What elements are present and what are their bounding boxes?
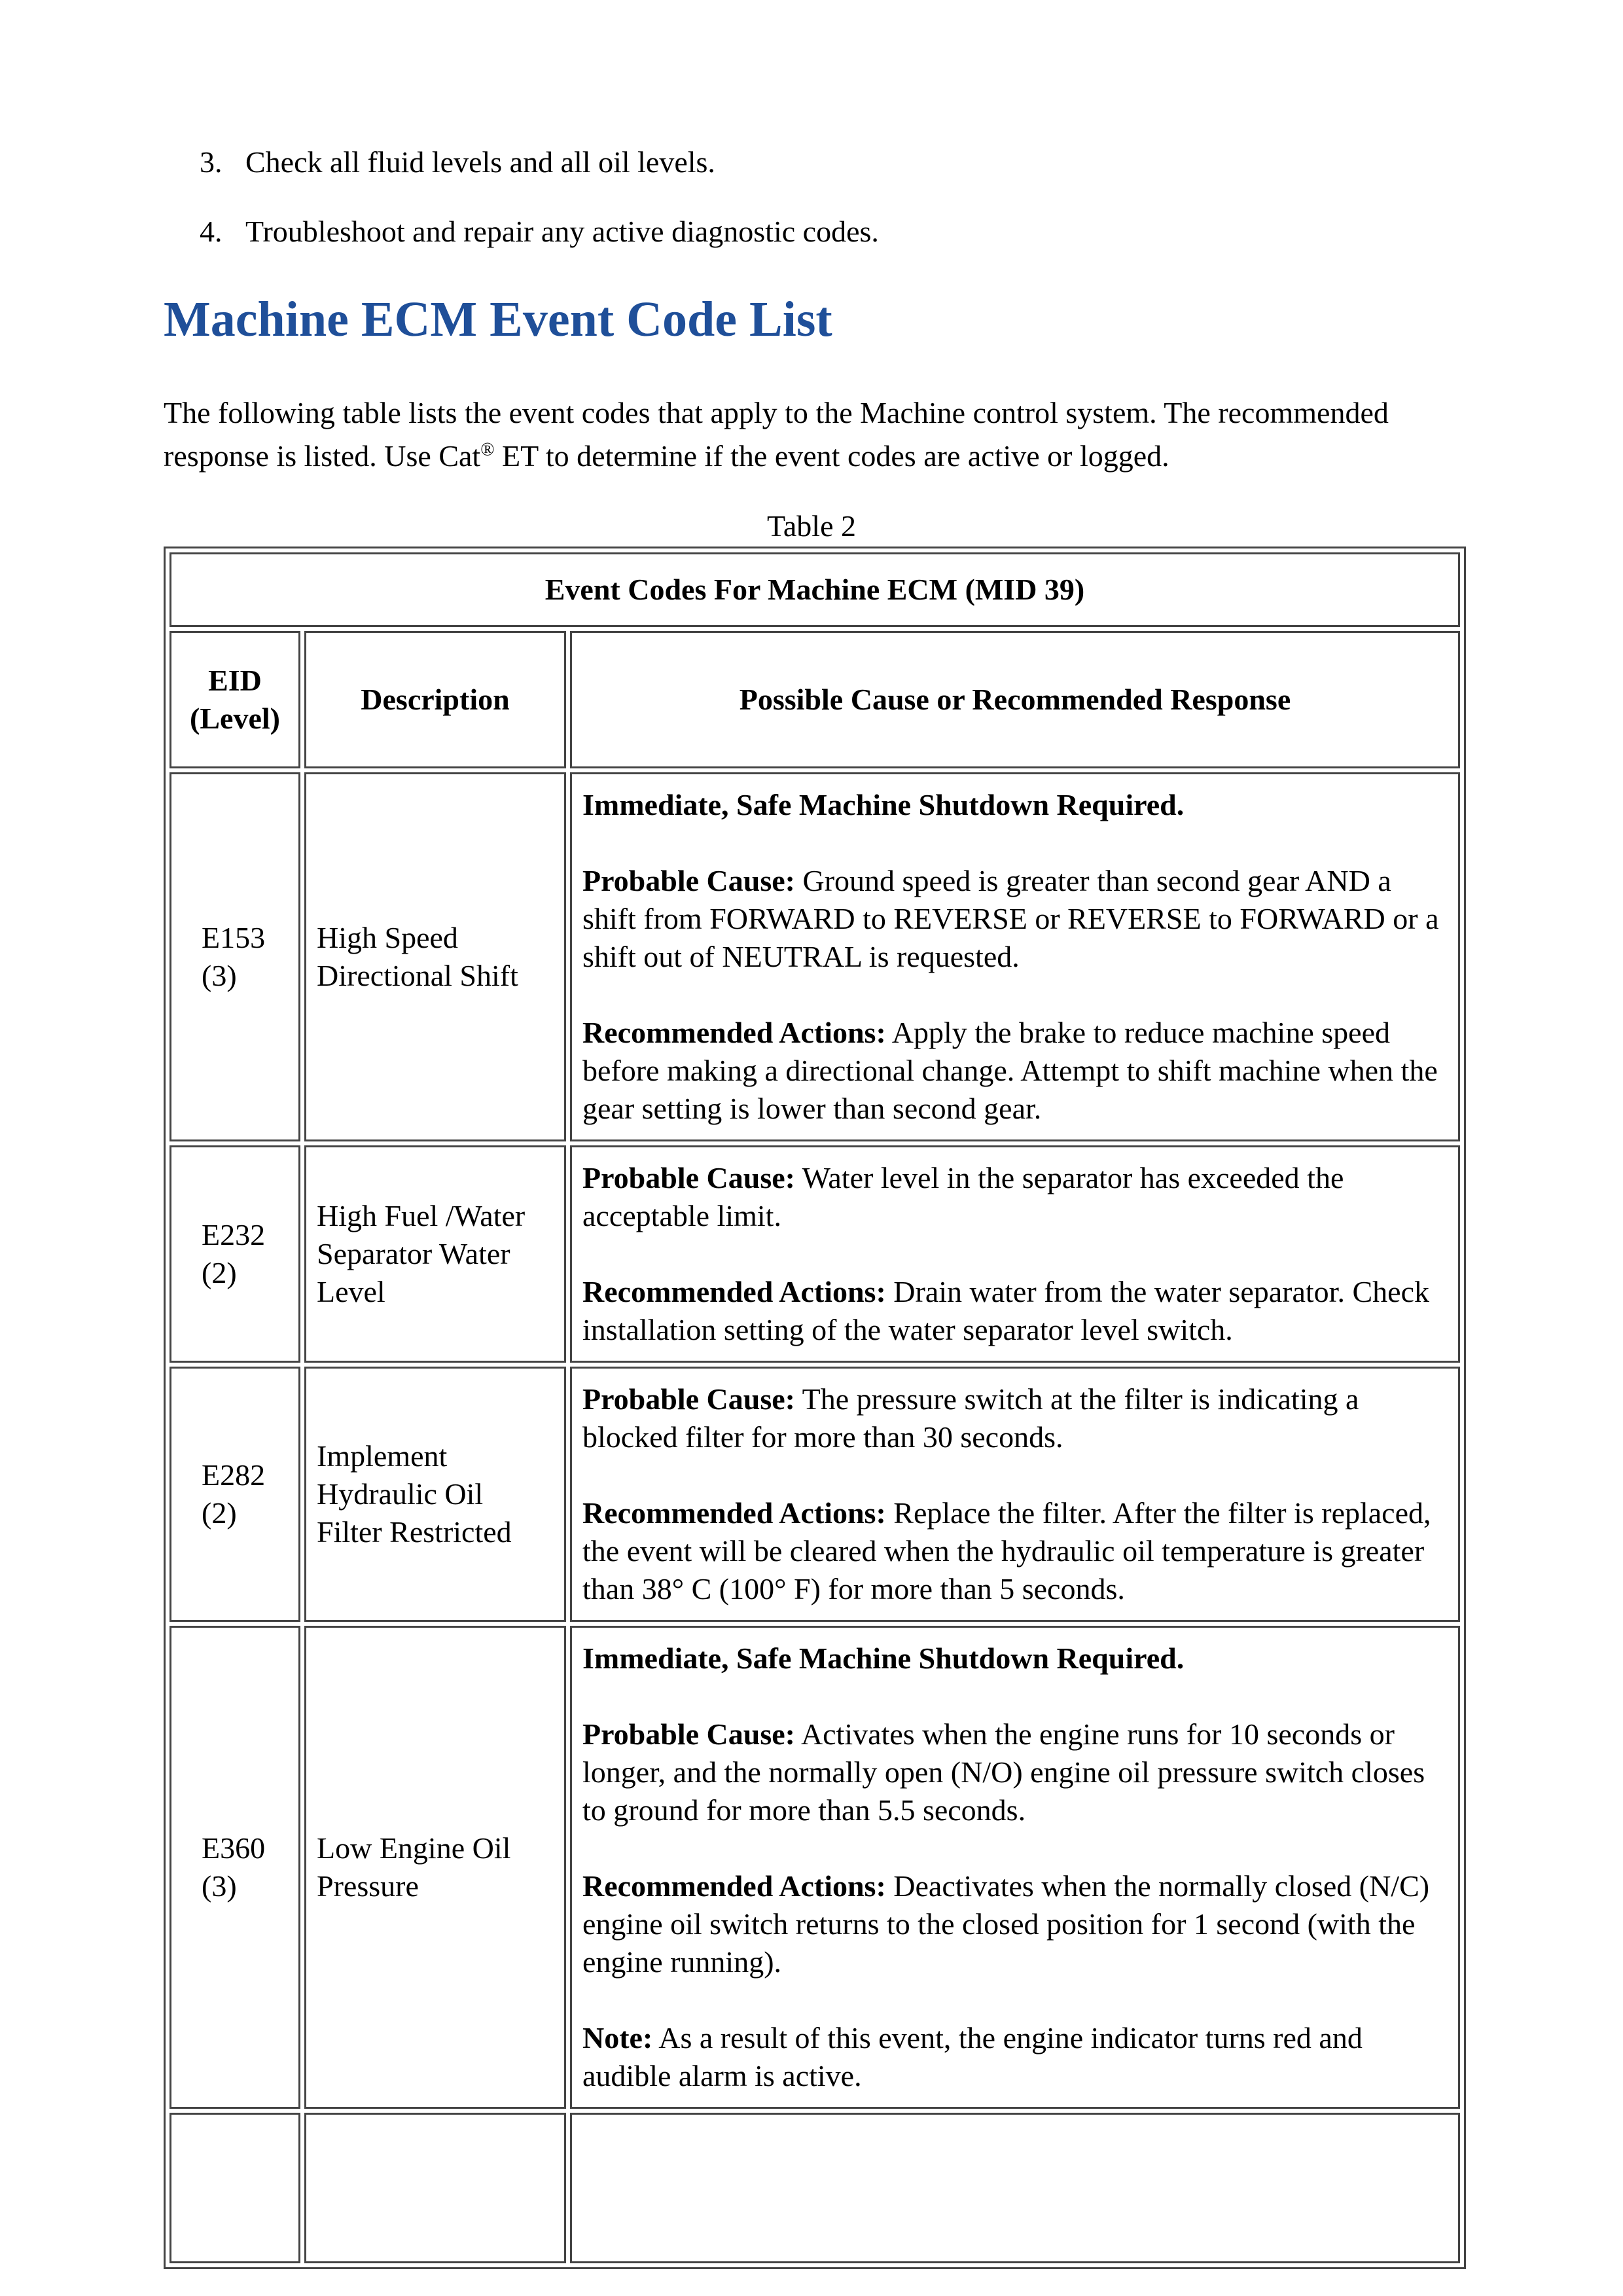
response-text: Drain water from the water separator. Check installation setting of the water separator level switch.: [582, 1275, 1429, 1346]
eid-cell: [169, 772, 300, 1141]
eid-level: (2): [202, 1256, 237, 1289]
section-heading: Machine ECM Event Code List: [164, 292, 832, 347]
eid-level: (3): [202, 1869, 237, 1903]
response-label: Recommended Actions:: [582, 1496, 886, 1530]
table-row: [169, 772, 1460, 1141]
eid-code: E360: [202, 1831, 266, 1865]
response-cell: [570, 1367, 1460, 1622]
response-header: Possible Cause or Recommended Response: [570, 631, 1460, 768]
response-label: Note:: [582, 2021, 653, 2054]
step-text: Troubleshoot and repair any active diagnostic codes.: [245, 215, 879, 248]
empty-cell: [169, 2113, 300, 2263]
step-item: [200, 143, 1508, 182]
response-label: Recommended Actions:: [582, 1869, 886, 1903]
description-cell: Implement Hydraulic Oil Filter Restricted: [304, 1367, 566, 1622]
intro-paragraph: [164, 391, 1486, 478]
eid-level: (2): [202, 1496, 237, 1530]
response-text: Deactivates when the normally closed (N/C) engine oil switch returns to the closed position for 1 second (with the engine running).: [582, 1869, 1430, 1979]
eid-code: E153: [202, 921, 266, 954]
response-label: Probable Cause:: [582, 1161, 795, 1194]
response-label: Probable Cause:: [582, 864, 795, 897]
response-label: Recommended Actions:: [582, 1275, 886, 1308]
step-number: 3.: [200, 145, 223, 179]
table-title: Event Codes For Machine ECM (MID 39): [169, 552, 1460, 627]
table-row: [169, 1145, 1460, 1363]
response-text: Activates when the engine runs for 10 seconds or longer, and the normally open (N/O) engine oil pressure switch closes to ground for more than 5.5 seconds.: [582, 1717, 1425, 1827]
response-cell: [570, 1626, 1460, 2109]
step-number: 4.: [200, 215, 223, 248]
response-label: Probable Cause:: [582, 1717, 795, 1751]
event-code-table-wrapper: [164, 547, 1466, 2296]
response-label: Recommended Actions:: [582, 1016, 886, 1049]
response-text: Ground speed is greater than second gear AND a shift from FORWARD to REVERSE or REVERSE to FORWARD or a shift out of NEUTRAL is requested.: [582, 864, 1439, 973]
response-text: Water level in the separator has exceeded the acceptable limit.: [582, 1161, 1344, 1232]
step-text: Check all fluid levels and all oil levels.: [245, 145, 715, 179]
eid-code: E282: [202, 1458, 266, 1492]
response-paragraph: [582, 1159, 1448, 1235]
eid-header: EID: [208, 664, 262, 697]
eid-level: (3): [202, 959, 237, 992]
response-paragraph: [582, 1273, 1448, 1349]
response-paragraph: [582, 1640, 1448, 1677]
intro-text: The following table lists the event codes that apply to the Machine control system. The recommended response is listed. Use Cat: [164, 396, 1389, 473]
response-paragraph: [582, 1715, 1448, 1829]
step-list: [200, 143, 1508, 281]
response-text: The pressure switch at the filter is indicating a blocked filter for more than 30 seconds.: [582, 1382, 1359, 1454]
description-cell: Low Engine Oil Pressure: [304, 1626, 566, 2109]
event-code-table: [164, 547, 1466, 2269]
table-header-row: [169, 631, 1460, 768]
table-body: [169, 772, 1460, 2263]
table-title-row: [169, 552, 1460, 627]
response-paragraph: [582, 786, 1448, 824]
description-cell: High Fuel /Water Separator Water Level: [304, 1145, 566, 1363]
response-cell: [570, 1145, 1460, 1363]
response-text: As a result of this event, the engine indicator turns red and audible alarm is active.: [582, 2021, 1363, 2092]
table-row: [169, 1626, 1460, 2109]
table-caption: Table 2: [766, 509, 856, 543]
description-cell: High Speed Directional Shift: [304, 772, 566, 1141]
response-label: Probable Cause:: [582, 1382, 795, 1416]
eid-level-header: [169, 631, 300, 768]
response-paragraph: [582, 1014, 1448, 1128]
eid-code: E232: [202, 1218, 266, 1251]
response-paragraph: [582, 1494, 1448, 1608]
response-label: Immediate, Safe Machine Shutdown Required.: [582, 1641, 1185, 1675]
response-cell: [570, 772, 1460, 1141]
description-header: Description: [304, 631, 566, 768]
response-paragraph: [582, 2019, 1448, 2095]
response-label: Immediate, Safe Machine Shutdown Required.: [582, 788, 1185, 821]
response-paragraph: [582, 1380, 1448, 1456]
table-row: [169, 1367, 1460, 1622]
registered-mark: ®: [480, 439, 495, 460]
intro-text-end: ET to determine if the event codes are active or logged.: [494, 439, 1169, 473]
table-row-continued: [169, 2113, 1460, 2263]
response-paragraph: [582, 1867, 1448, 1981]
response-text: Apply the brake to reduce machine speed before making a directional change. Attempt to shift machine when the gear setting is lower than second gear.: [582, 1016, 1438, 1125]
response-text: Replace the filter. After the filter is replaced, the event will be cleared when the hydraulic oil temperature is greater than 38° C (100° F) for more than 5 seconds.: [582, 1496, 1431, 1605]
eid-cell: [169, 1626, 300, 2109]
step-item: [200, 212, 1508, 251]
response-paragraph: [582, 862, 1448, 976]
eid-cell: [169, 1145, 300, 1363]
level-header: (Level): [190, 702, 280, 735]
eid-cell: [169, 1367, 300, 1622]
empty-cell: [570, 2113, 1460, 2263]
empty-cell: [304, 2113, 566, 2263]
